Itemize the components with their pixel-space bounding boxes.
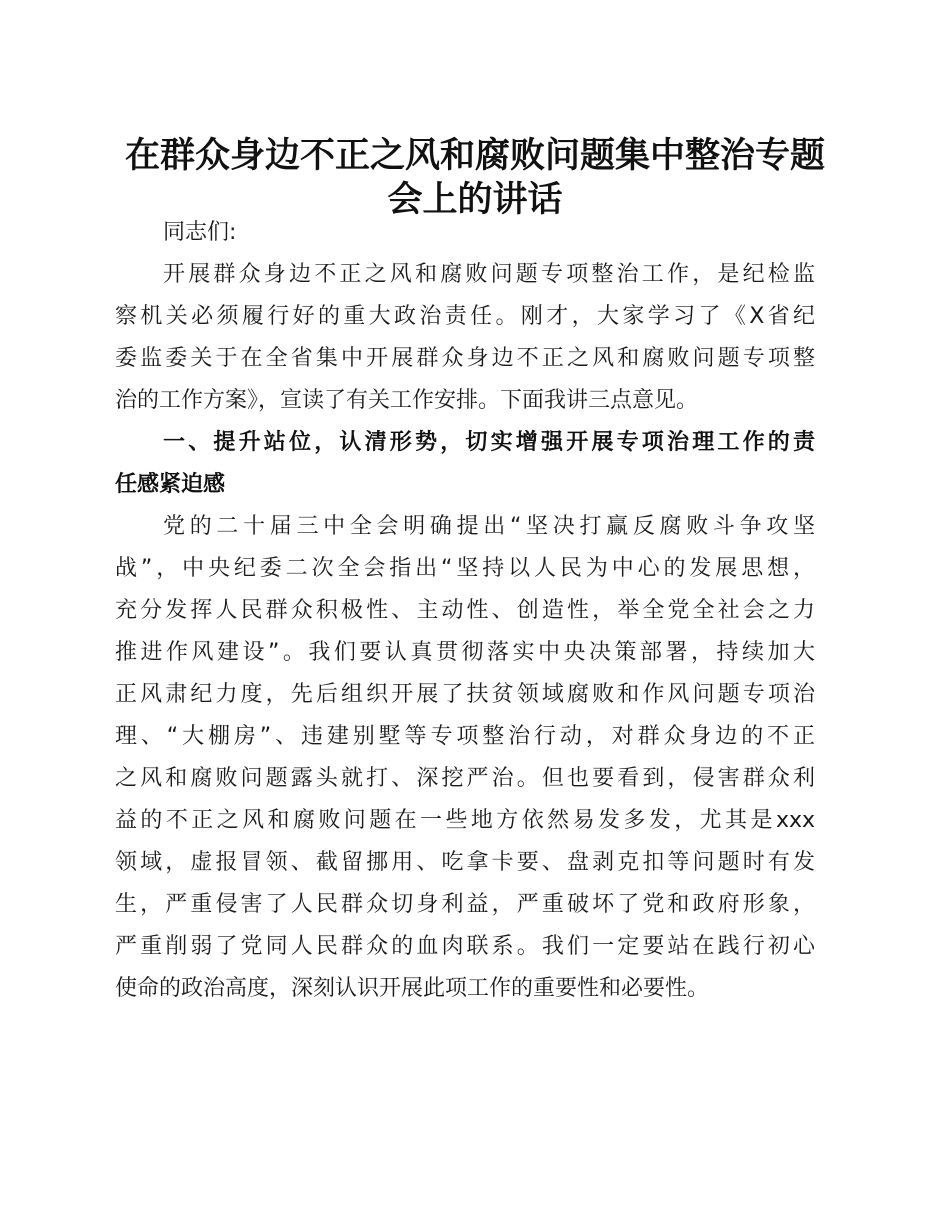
paragraph-line: 生，严重侵害了人民群众切身利益，严重破坏了党和政府形象， bbox=[115, 892, 815, 917]
title-line-1: 在群众身边不正之风和腐败问题集中整治专题 bbox=[124, 135, 825, 176]
document-body bbox=[115, 212, 815, 1010]
paragraph-line: 同志们: bbox=[163, 220, 237, 245]
paragraph-line: 战”，中央纪委二次全会指出“坚持以人民为中心的发展思想， bbox=[115, 556, 815, 581]
section-heading-line: 任感紧迫感 bbox=[115, 472, 226, 497]
paragraph-line: 推进作风建设”。我们要认真贯彻落实中央决策部署，持续加大 bbox=[115, 640, 815, 665]
paragraph-line: 开展群众身边不正之风和腐败问题专项整治工作，是纪检监 bbox=[163, 262, 815, 287]
paragraph-line: 委监委关于在全省集中开展群众身边不正之风和腐败问题专项整 bbox=[115, 346, 815, 371]
paragraph-line: 领域，虚报冒领、截留挪用、吃拿卡要、盘剥克扣等问题时有发 bbox=[115, 850, 815, 875]
paragraph-line: 严重削弱了党同人民群众的血肉联系。我们一定要站在践行初心 bbox=[115, 934, 815, 959]
title-line-2: 会上的讲话 bbox=[387, 179, 563, 220]
paragraph-line: 治的工作方案》，宣读了有关工作安排。下面我讲三点意见。 bbox=[115, 388, 699, 413]
paragraph-line: 察机关必须履行好的重大政治责任。刚才，大家学习了《X省纪 bbox=[115, 304, 815, 329]
paragraph-line: 理、“大棚房”、违建别墅等专项整治行动，对群众身边的不正 bbox=[115, 724, 815, 749]
paragraph-line: 之风和腐败问题露头就打、深挖严治。但也要看到，侵害群众利 bbox=[115, 766, 815, 791]
paragraph-line: 使命的政治高度，深刻认识开展此项工作的重要性和必要性。 bbox=[115, 976, 710, 1001]
paragraph-line: 党的二十届三中全会明确提出“坚决打赢反腐败斗争攻坚 bbox=[163, 514, 815, 539]
section-heading-line: 一、提升站位，认清形势，切实增强开展专项治理工作的责 bbox=[163, 430, 815, 455]
paragraph-line: 充分发挥人民群众积极性、主动性、创造性，举全党全社会之力 bbox=[115, 598, 815, 623]
paragraph-line: 正风肃纪力度，先后组织开展了扶贫领域腐败和作风问题专项治 bbox=[115, 682, 815, 707]
document-title bbox=[100, 134, 850, 222]
paragraph-line: 益的不正之风和腐败问题在一些地方依然易发多发，尤其是xxx bbox=[115, 808, 815, 833]
